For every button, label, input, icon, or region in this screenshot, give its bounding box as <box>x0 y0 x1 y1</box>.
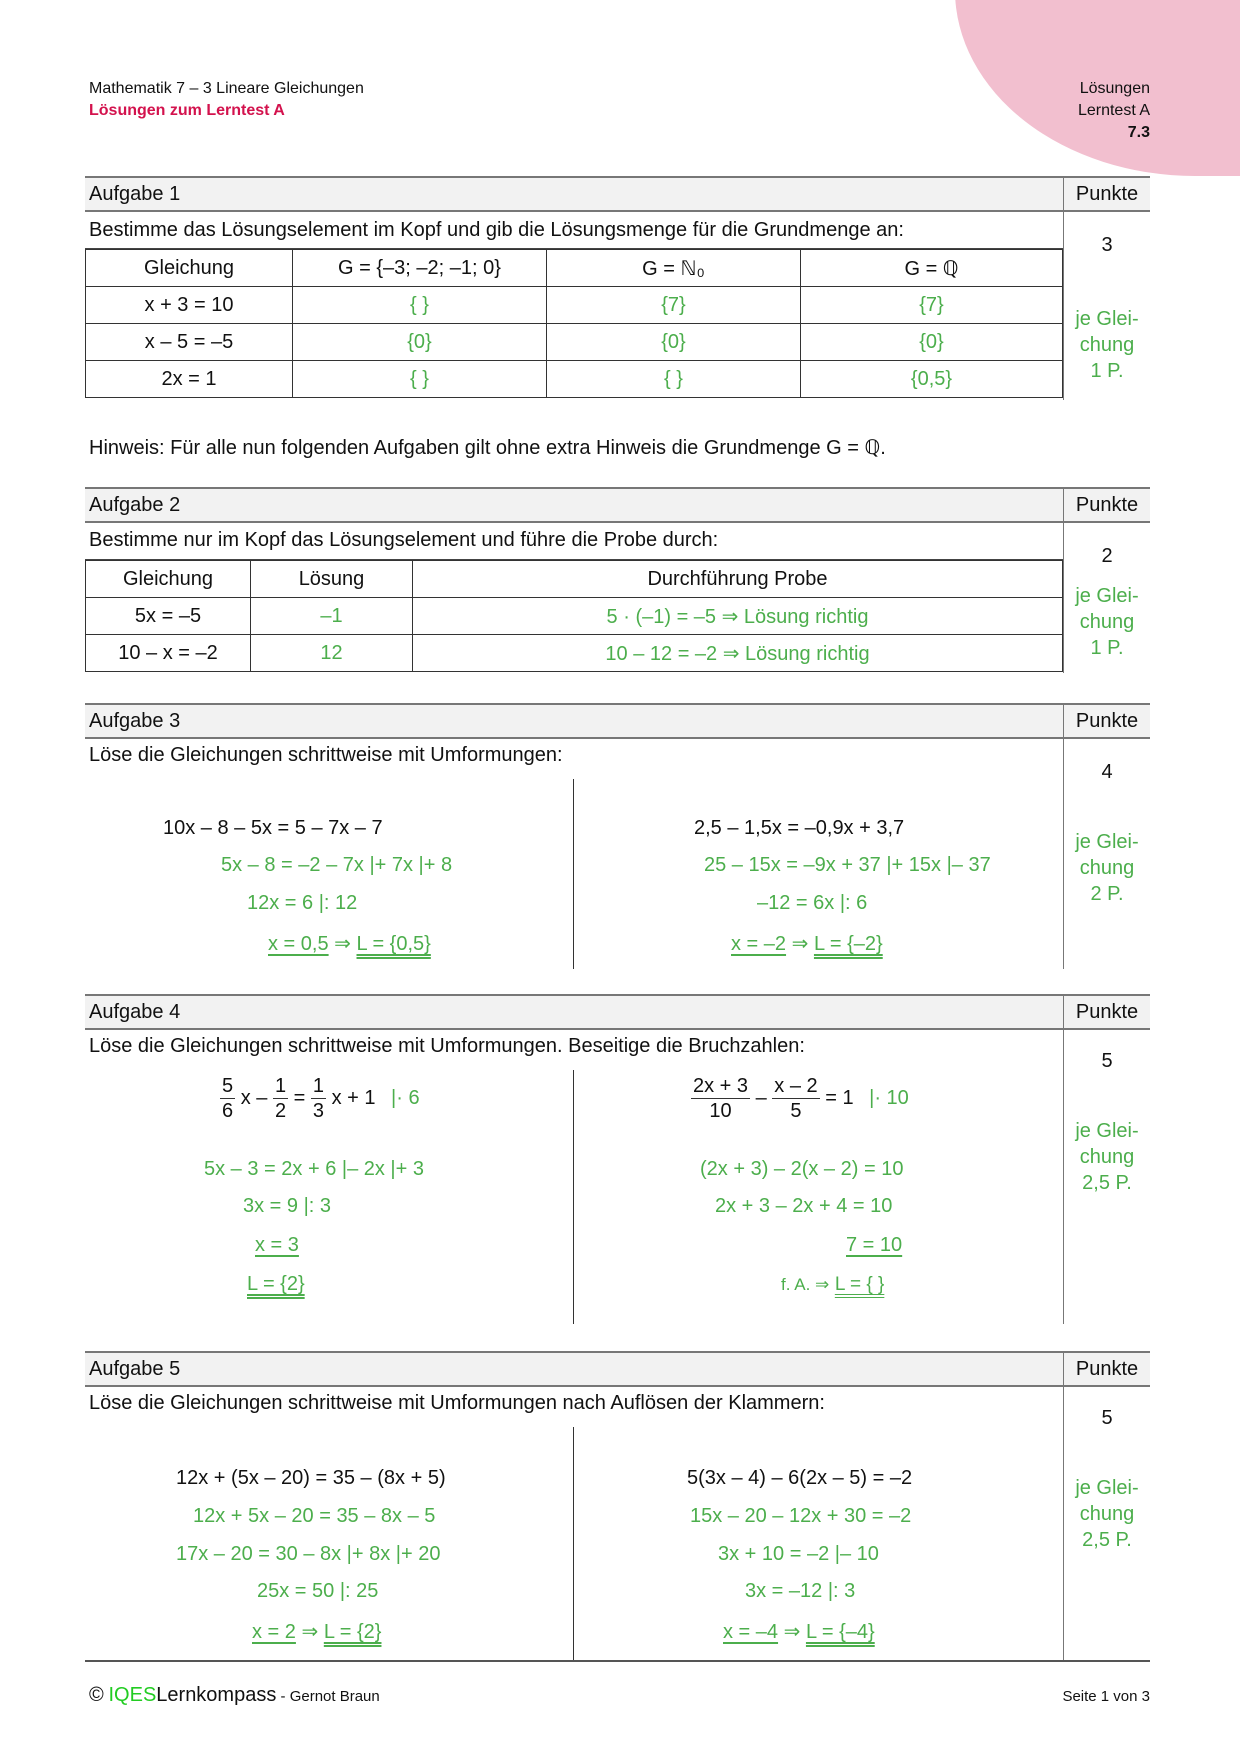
task-title: Aufgabe 4 <box>89 1001 181 1023</box>
left-solution <box>85 1387 573 1660</box>
task-header <box>85 703 1150 739</box>
task-header <box>85 487 1150 523</box>
step: 3x = –12 |: 3 <box>745 1580 856 1602</box>
right-solution <box>574 1387 1064 1660</box>
points-value: 4 <box>1101 761 1113 783</box>
points-note: je Glei- chung 1 P. <box>1075 308 1139 382</box>
check-cell: 10 – 12 = –2 ⇒ Lösung richtig <box>413 635 1063 672</box>
step: 7 = 10 <box>846 1234 903 1256</box>
points-note: je Glei- chung 2 P. <box>1075 831 1139 905</box>
points-column <box>1063 1387 1150 1660</box>
answer-cell: {0} <box>801 324 1063 361</box>
task-title: Aufgabe 3 <box>89 710 181 732</box>
check-cell: 5 · (–1) = –5 ⇒ Lösung richtig <box>413 598 1063 635</box>
step: 12x = 6 |: 12 <box>247 892 358 914</box>
points-column <box>1063 523 1150 673</box>
task-instruction: Löse die Gleichungen schrittweise mit Umformungen: <box>89 744 563 766</box>
result: x = –2 ⇒ L = {–2} <box>731 933 883 955</box>
document-header <box>89 78 364 122</box>
points-header: Punkte <box>1063 178 1150 210</box>
left-solution <box>85 739 573 969</box>
step: 25 – 15x = –9x + 37 |+ 15x |– 37 <box>704 854 991 876</box>
result-l: L = {2} <box>247 1273 305 1295</box>
document-subtitle: Lösungen zum Lerntest A <box>89 102 285 119</box>
header-right-line2: Lerntest A <box>1077 102 1150 119</box>
answer-cell: {0} <box>547 324 801 361</box>
result: f. A. ⇒ L = { } <box>781 1274 885 1295</box>
task-header <box>85 994 1150 1030</box>
chapter-number: 7.3 <box>1127 124 1150 141</box>
table-row <box>86 635 1063 672</box>
answer-cell: {0} <box>293 324 547 361</box>
equation: 12x + (5x – 20) = 35 – (8x + 5) <box>176 1467 446 1489</box>
equation: 5(3x – 4) – 6(2x – 5) = –2 <box>687 1467 913 1489</box>
task-instruction: Löse die Gleichungen schrittweise mit Umformungen. Beseitige die Bruchzahlen: <box>89 1035 805 1057</box>
step: 3x = 9 |: 3 <box>243 1195 332 1217</box>
step: 17x – 20 = 30 – 8x |+ 8x |+ 20 <box>176 1543 441 1565</box>
page-number: Seite 1 von 3 <box>1062 1688 1150 1705</box>
points-column <box>1063 212 1150 400</box>
equation-cell: x – 5 = –5 <box>86 324 293 361</box>
equation-cell: x + 3 = 10 <box>86 287 293 324</box>
footer-divider <box>85 1660 1150 1662</box>
task-instruction: Bestimme das Lösungselement im Kopf und gib die Lösungsmenge für die Grundmenge an: <box>85 212 1063 249</box>
result: x = –4 ⇒ L = {–4} <box>723 1621 875 1643</box>
points-value: 2 <box>1101 545 1113 567</box>
task-header <box>85 176 1150 212</box>
task-title: Aufgabe 2 <box>89 494 181 516</box>
result: x = 0,5 ⇒ L = {0,5} <box>268 933 431 955</box>
step: 2x + 3 – 2x + 4 = 10 <box>715 1195 893 1217</box>
table-header-row <box>86 561 1063 598</box>
column-header: Lösung <box>251 561 413 598</box>
step: 5x – 3 = 2x + 6 |– 2x |+ 3 <box>204 1158 424 1180</box>
table-header-row <box>86 250 1063 287</box>
points-column <box>1063 1030 1150 1324</box>
points-header: Punkte <box>1063 489 1150 521</box>
points-value: 5 <box>1101 1407 1113 1429</box>
answer-cell: {7} <box>801 287 1063 324</box>
points-value: 5 <box>1101 1050 1113 1072</box>
table-row <box>86 361 1063 398</box>
task-instruction: Löse die Gleichungen schrittweise mit Umformungen nach Auflösen der Klammern: <box>89 1392 825 1414</box>
points-header: Punkte <box>1063 705 1150 737</box>
column-header: G = ℕ₀ <box>547 250 801 287</box>
table-row <box>86 287 1063 324</box>
answer-cell: { } <box>547 361 801 398</box>
result: x = 2 ⇒ L = {2} <box>252 1621 382 1643</box>
task-title: Aufgabe 5 <box>89 1358 181 1380</box>
answer-cell: –1 <box>251 598 413 635</box>
brand-logo-lernkompass: Lernkompass <box>156 1684 277 1706</box>
answer-cell: { } <box>293 287 547 324</box>
answer-cell: 12 <box>251 635 413 672</box>
solution-table <box>85 560 1063 672</box>
step: –12 = 6x |: 6 <box>757 892 868 914</box>
header-right-line1: Lösungen <box>1079 80 1150 97</box>
task-4 <box>85 994 1150 1324</box>
step: 5x – 8 = –2 – 7x |+ 7x |+ 8 <box>221 854 453 876</box>
step: 12x + 5x – 20 = 35 – 8x – 5 <box>193 1505 436 1527</box>
brand-logo-iqes: IQES <box>108 1684 157 1706</box>
points-column <box>1063 739 1150 969</box>
table-row <box>86 324 1063 361</box>
fraction-equation: $\frac{5}{6}$ x – $\frac{1}{2}$ = $\frac{1}{3}$ x + 1 |· 6 <box>222 1075 420 1122</box>
task-instruction: Bestimme nur im Kopf das Lösungselement und führe die Probe durch: <box>85 523 1063 560</box>
points-value: 3 <box>1101 234 1113 256</box>
result-x: x = 3 <box>255 1234 299 1256</box>
equation: 2,5 – 1,5x = –0,9x + 3,7 <box>694 817 905 839</box>
right-solution <box>574 1030 1064 1324</box>
points-note: je Glei- chung 2,5 P. <box>1075 1477 1139 1551</box>
column-header: Gleichung <box>86 250 293 287</box>
copyright-icon: © <box>89 1684 104 1706</box>
column-header: Durchführung Probe <box>413 561 1063 598</box>
column-header: G = {–3; –2; –1; 0} <box>293 250 547 287</box>
answer-cell: {0,5} <box>801 361 1063 398</box>
task-1 <box>85 176 1150 400</box>
author-name: Gernot Braun <box>289 1688 380 1705</box>
step: (2x + 3) – 2(x – 2) = 10 <box>700 1158 904 1180</box>
hint-text: Hinweis: Für alle nun folgenden Aufgaben gilt ohne extra Hinweis die Grundmenge G = ℚ. <box>89 437 886 459</box>
step: 25x = 50 |: 25 <box>257 1580 379 1602</box>
task-2 <box>85 487 1150 673</box>
step: 3x + 10 = –2 |– 10 <box>718 1543 879 1565</box>
answer-cell: {7} <box>547 287 801 324</box>
left-solution <box>85 1030 573 1324</box>
task-5 <box>85 1351 1150 1660</box>
points-note: je Glei- chung 2,5 P. <box>1075 1120 1139 1194</box>
document-header-right <box>1078 78 1150 144</box>
solution-table <box>85 249 1063 398</box>
task-header <box>85 1351 1150 1387</box>
column-header: Gleichung <box>86 561 251 598</box>
equation: 10x – 8 – 5x = 5 – 7x – 7 <box>163 817 383 839</box>
points-header: Punkte <box>1063 1353 1150 1385</box>
points-header: Punkte <box>1063 996 1150 1028</box>
answer-cell: { } <box>293 361 547 398</box>
equation-cell: 2x = 1 <box>86 361 293 398</box>
task-3 <box>85 703 1150 969</box>
column-header: G = ℚ <box>801 250 1063 287</box>
course-title: Mathematik 7 – 3 Lineare Gleichungen <box>89 80 364 97</box>
step: 15x – 20 – 12x + 30 = –2 <box>690 1505 912 1527</box>
equation-cell: 5x = –5 <box>86 598 251 635</box>
equation-cell: 10 – x = –2 <box>86 635 251 672</box>
task-title: Aufgabe 1 <box>89 183 181 205</box>
table-row <box>86 598 1063 635</box>
footer-credit: © IQESLernkompass - Gernot Braun <box>89 1684 380 1706</box>
right-solution <box>574 739 1064 969</box>
fraction-equation: $\frac{2x + 3}{10}$ – $\frac{x - 2}{5}$ = 1 |· 10 <box>693 1075 909 1122</box>
points-note: je Glei- chung 1 P. <box>1075 585 1139 659</box>
